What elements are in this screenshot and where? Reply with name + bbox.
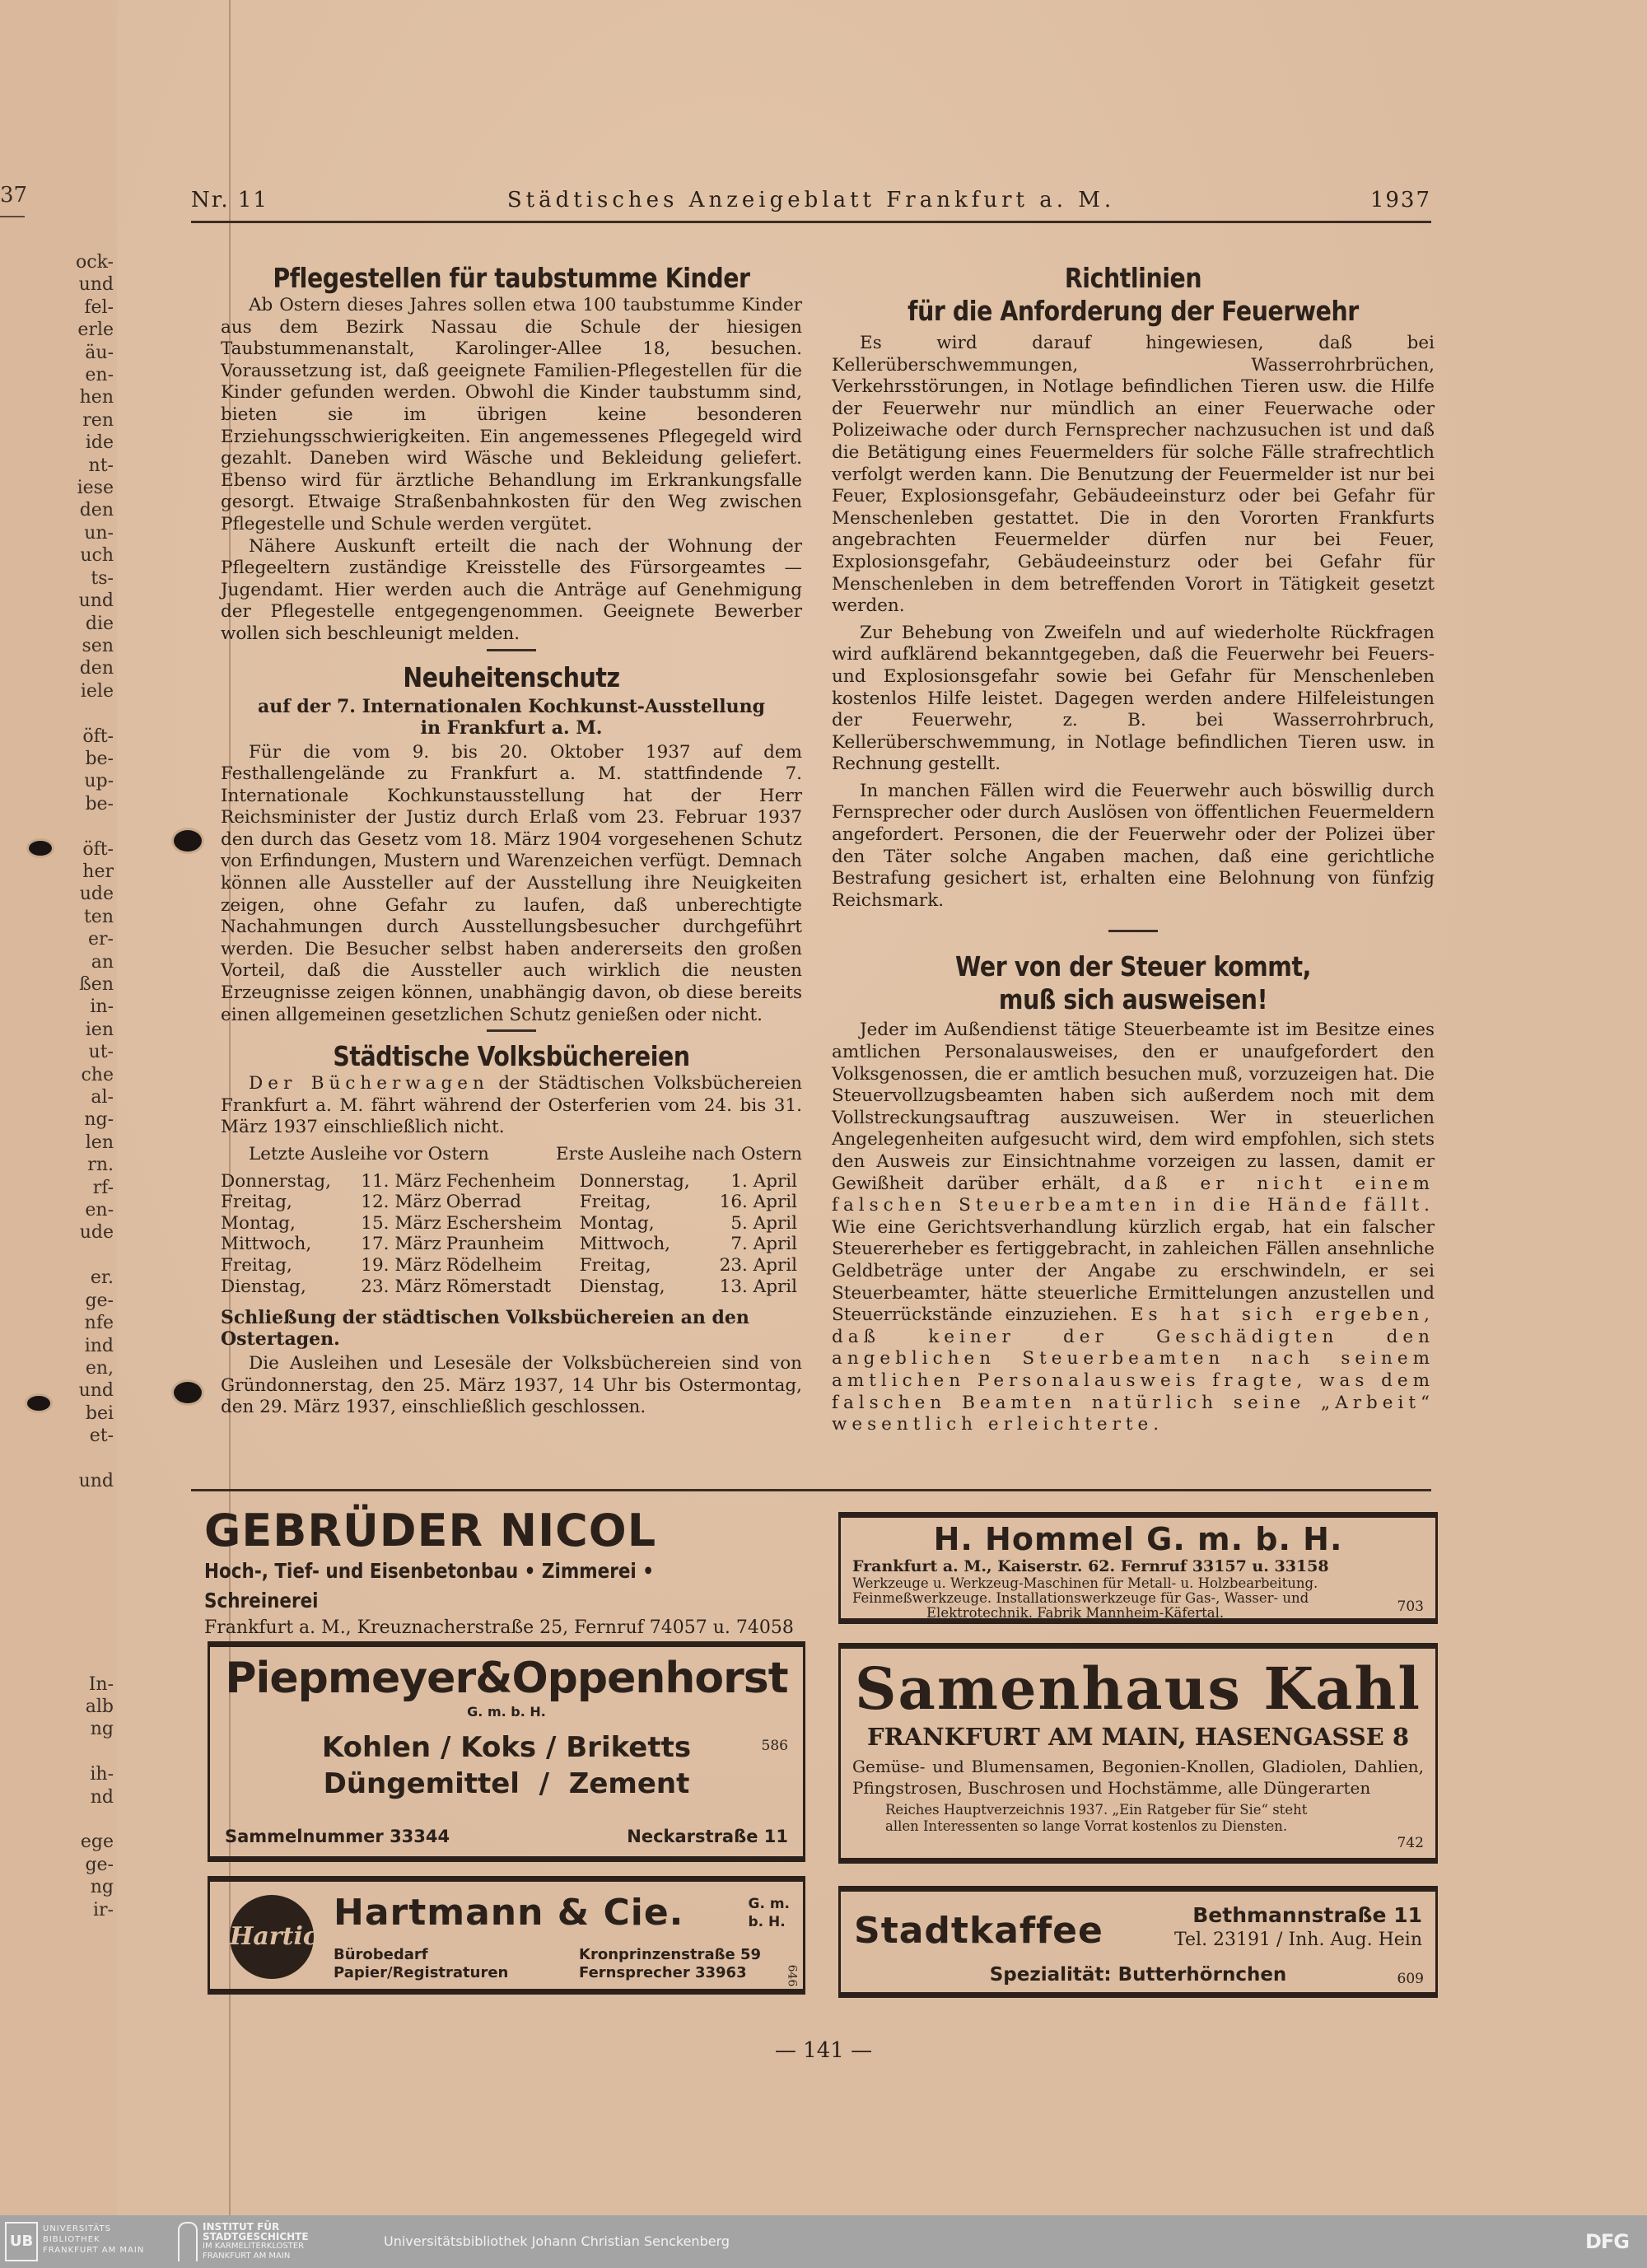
ad-address: Frankfurt a. M., Kreuznacherstraße 25, Fernruf 74057 u. 74058 xyxy=(204,1617,794,1638)
schedule-day-after: Freitag, xyxy=(579,1192,651,1213)
ad-text: Werkzeuge u. Werkzeug-Maschinen für Metall- u. Holzbearbeitung. xyxy=(852,1575,1318,1591)
dfg-logo[interactable]: DFG xyxy=(1584,2230,1629,2253)
previous-page-edge xyxy=(0,0,119,2215)
section-divider xyxy=(487,1029,536,1032)
ad-samenhaus-kahl xyxy=(838,1643,1438,1864)
schedule-date-after: 7. April xyxy=(730,1234,797,1255)
isg-text-line: STADTGESCHICHTE xyxy=(203,2231,309,2242)
article-paragraph: Die Ausleihen und Lesesäle der Volksbüchereien sind von Gründonnerstag, den 25. März 1937, 14 Uhr bis Ostermontag, den 29. März 1937, einschließlich geschlossen. xyxy=(221,1353,802,1418)
article-heading: muß sich ausweisen! xyxy=(998,983,1268,1016)
article-paragraph: Nähere Auskunft erteilt die nach der Wohnung der Pflegeeltern zuständige Kreisstelle des Fürsorgeamtes — Jugendamt. Hier werden auch die Anträge auf Genehmigung der Pflegestelle entgegengenommen. Geeignete Bewerber wollen sich beschleunigt melden. xyxy=(221,535,802,644)
ad-gebrueder-nicol xyxy=(204,1505,810,1638)
schedule-date-after: 5. April xyxy=(730,1212,797,1234)
ad-address: FRANKFURT AM MAIN, HASENGASSE 8 xyxy=(866,1723,1410,1751)
punch-hole xyxy=(26,838,54,858)
ad-products: Kohlen / Koks / Briketts xyxy=(321,1731,692,1764)
schedule-date-before: 12. März xyxy=(361,1192,441,1213)
publication-title: Städtisches Anzeigeblatt Frankfurt a. M. xyxy=(506,188,1116,212)
ad-address xyxy=(579,1946,761,1982)
ub-text-line: FRANKFURT AM MAIN xyxy=(43,2246,145,2255)
ad-specialty: Spezialität: Butterhörnchen xyxy=(989,1964,1287,1986)
ad-hartmann-cie xyxy=(208,1876,805,1995)
article-subheading: auf der 7. Internationalen Kochkunst-Ausstellung xyxy=(257,695,766,717)
ad-address: Frankfurt a. M., Kaiserstr. 62. Fernruf 33157 u. 33158 xyxy=(852,1557,1329,1575)
schedule-day-before: Mittwoch, xyxy=(221,1234,312,1255)
article-paragraph: In manchen Fällen wird die Feuerwehr auch böswillig durch Fernsprecher oder durch Auslösen von öffentlichen Feuermeldern angefordert. Personen, die der Feuerwehr oder der Polizei über den Täter solche Angaben machen, daß eine gerichtliche Bestrafung gesichert ist, erhalten eine Belohnung von fünfzig Reichsmark. xyxy=(832,780,1435,911)
schedule-day-before: Freitag, xyxy=(221,1192,292,1213)
emphasized-text: Der Bücherwagen xyxy=(249,1073,489,1094)
article-paragraph xyxy=(221,1073,802,1139)
address-line: Fernsprecher 33963 xyxy=(579,1964,747,1981)
schedule-date-before: 11. März xyxy=(361,1170,441,1192)
schedule-district: Oberrad xyxy=(446,1192,522,1213)
schedule-day-before: Donnerstag, xyxy=(221,1170,331,1192)
ad-number: 609 xyxy=(1397,1971,1424,1987)
ad-address: Neckarstraße 11 xyxy=(627,1827,788,1846)
ad-company-name: Hartmann & Cie. xyxy=(334,1892,684,1934)
schedule-date-before: 23. März xyxy=(361,1276,441,1297)
previous-page-text-fragments: ock- und fel- erle äu- en- hen ren ide nt- iese den un- uch ts- und die sen den iele öft- be- up- be- öft- her ude ten er- an ßen in- ien ut- che al- ng- len rn. rf- en- ude er. ge- nfe ind en, und bei et- und In- alb ng ih- nd ege ge- ng ir- xyxy=(76,252,114,1920)
schedule-header-right: Erste Ausleihe nach Ostern xyxy=(555,1144,802,1164)
product-line: Bürobedarf xyxy=(334,1946,428,1963)
ad-note: Reiches Hauptverzeichnis 1937. „Ein Ratgeber für Sie“ steht xyxy=(885,1802,1308,1818)
schedule-district: Fechenheim xyxy=(446,1170,556,1192)
article-paragraph: Es wird darauf hingewiesen, daß bei Kellerüberschwemmungen, Wasserrohrbrüchen, Verkehrsstörungen, in Notlage befindlichen Tieren usw. die Hilfe der Feuerwehr nur mündlich an einer Feuerwache oder Polizeiwache oder durch Fernsprecher nachzusuchen ist und daß die Betätigung eines Feuermelders für solche Fälle strafrechtlich verfolgt werden kann. Die Benutzung der Feuermelder ist nur bei Feuer, Explosionsgefahr, Gebäudeeinsturz oder bei Gefahr für Menschenleben gestattet. Die in den Vororten Frankfurts angebrachten Feuermelder dürfen nur bei Feuer, Explosionsgefahr, Gebäudeeinsturz oder bei Gefahr für Menschenleben in dem betreffenden Vorort in Tätigkeit gesetzt werden. xyxy=(832,333,1435,617)
article-heading: für die Anforderung der Feuerwehr xyxy=(907,295,1359,327)
ub-logo-text xyxy=(43,2224,144,2256)
schedule-district: Rödelheim xyxy=(446,1254,543,1276)
paragraph-text: Jeder im Außendienst tätige Steuerbeamte ist im Besitze eines amtlichen Personalausweises, den er unaufgefordert den Volksgenossen, die er amtlich besuchen muß, vorzuzeigen hat. Die Steuervollzugsbeamten haben sich außerdem noch mit dem Vollstreckungsauftrag auszuweisen. Wer in steuerlichen Angelegenheiten aufgesucht wird, dem wird empfohlen, sich stets den Ausweis zur Einsichtnahme vorzeigen zu lassen, damit er Gewißheit darüber erhält, xyxy=(832,1020,1435,1194)
schedule-header-left: Letzte Ausleihe vor Ostern xyxy=(249,1144,489,1164)
article-heading: Städtische Volksbüchereien xyxy=(333,1040,690,1073)
ad-products: Düngemittel / Zement xyxy=(323,1767,690,1800)
emphasized-text: Es hat sich ergeben, daß keiner der Geschädigten den angeblichen Steuerbeamten nach seinem amtlichen Personalausweis fragte, was dem falschen Beamten natürlich seine „Arbeit“ wesentlich erleichterte. xyxy=(832,1304,1435,1435)
ad-stadtkaffee xyxy=(838,1886,1438,1998)
schedule-date-before: 17. März xyxy=(361,1234,441,1255)
digitization-footer xyxy=(0,2215,1647,2268)
isg-text-line: FRANKFURT AM MAIN xyxy=(203,2252,291,2261)
ad-services: Hoch-, Tief- und Eisenbetonbau • Zimmerei • Schreinerei xyxy=(204,1559,655,1612)
ub-logo[interactable]: UB xyxy=(5,2222,38,2261)
ub-text-line: UNIVERSITÄTS xyxy=(43,2224,112,2233)
ad-company-name: H. Hommel G. m. b. H. xyxy=(933,1521,1343,1557)
schedule-row xyxy=(221,1255,802,1276)
paragraph-text: der Städtischen Volksbüchereien Frankfurt a. M. fährt während der Osterferien vom 24. bis 31. März 1937 einschließlich nicht. xyxy=(221,1073,802,1138)
schedule-day-before: Montag, xyxy=(221,1212,296,1234)
ad-hommel xyxy=(838,1512,1438,1624)
section-divider xyxy=(487,649,536,651)
ad-products xyxy=(334,1946,508,1982)
schedule-day-after: Donnerstag, xyxy=(579,1170,690,1192)
schedule-day-after: Dienstag, xyxy=(579,1276,665,1297)
punch-hole xyxy=(25,1393,53,1413)
article-heading: Wer von der Steuer kommt, xyxy=(955,950,1311,983)
schedule-date-after: 23. April xyxy=(719,1254,797,1276)
bookmobile-schedule-table xyxy=(221,1171,802,1298)
ub-text-line: BIBLIOTHEK xyxy=(43,2235,100,2244)
ad-text: Elektrotechnik. Fabrik Mannheim-Käfertal. xyxy=(926,1605,1225,1621)
schedule-row xyxy=(221,1171,802,1192)
ad-number: 586 xyxy=(761,1738,788,1754)
ad-number: 703 xyxy=(1397,1598,1424,1615)
punch-hole xyxy=(171,828,204,854)
schedule-day-after: Mittwoch, xyxy=(579,1234,671,1255)
page-number: — 141 — xyxy=(774,2038,873,2063)
address-line: Kronprinzenstraße 59 xyxy=(579,1946,762,1963)
article-paragraph xyxy=(832,1020,1435,1435)
schedule-day-after: Freitag, xyxy=(579,1254,651,1276)
legal-line: b. H. xyxy=(748,1914,786,1930)
ad-number: 742 xyxy=(1397,1835,1424,1851)
schedule-date-before: 19. März xyxy=(361,1254,441,1276)
ad-address: Bethmannstraße 11 xyxy=(1192,1903,1422,1927)
schedule-row xyxy=(221,1192,802,1213)
previous-page-rule xyxy=(0,216,25,217)
ad-text: Feinmeßwerkzeuge. Installationswerkzeuge für Gas-, Wasser- und xyxy=(852,1590,1309,1606)
closure-heading: Schließung der städtischen Volksbüchereien an den Ostertagen. xyxy=(221,1307,749,1351)
schedule-row xyxy=(221,1213,802,1234)
article-paragraph: Zur Behebung von Zweifeln und auf wiederholte Rückfragen wird aufklärend bekanntgegeben, daß die Feuerwehr bei Feuers- und Explosionsgefahr sowie bei Gefahr für Menschenleben kostenlos Hilfe leistet. Dagegen werden andere Hilfeleistungen der Feuerwehr, z. B. bei Wasserrohrbruch, Kellerüberschwemmung, in Notlage befindlichen Tieren usw. in Rechnung gestellt. xyxy=(832,622,1435,775)
schedule-header xyxy=(221,1144,802,1166)
schedule-date-after: 16. April xyxy=(719,1192,797,1213)
issue-number: Nr. 11 xyxy=(191,188,268,212)
header-rule xyxy=(191,221,1431,223)
schedule-row xyxy=(221,1276,802,1298)
schedule-district: Eschersheim xyxy=(446,1212,562,1234)
library-name-link[interactable]: Universitätsbibliothek Johann Christian Senckenberg xyxy=(384,2233,730,2249)
product-line: Papier/Registraturen xyxy=(334,1964,509,1981)
punch-hole xyxy=(171,1379,204,1406)
ad-company-name: Samenhaus Kahl xyxy=(854,1654,1421,1723)
article-heading: Pflegestellen für taubstumme Kinder xyxy=(273,262,750,294)
ad-legal-form: G. m. b. H. xyxy=(467,1704,546,1720)
ad-note: allen Interessenten so lange Vorrat kostenlos zu Diensten. xyxy=(885,1818,1288,1834)
hartic-logo: Hartic xyxy=(230,1895,314,1979)
isg-text-line: INSTITUT FÜR xyxy=(203,2221,280,2233)
ad-contact: Tel. 23191 / Inh. Aug. Hein xyxy=(1174,1930,1422,1950)
paragraph-text: Wie eine Gerichtsverhandlung kürzlich ergab, hat ein falscher Steuererheber es fertiggebracht, in zahleichen Fällen ansehnliche Geldbeträge unter der Angabe zu erschwindeln, er sei Steuerbeamter, hätte steuerliche Ermittelungen anzustellen und Steuerrückstände einzuziehen. xyxy=(832,1216,1435,1326)
article-paragraph: Für die vom 9. bis 20. Oktober 1937 auf dem Festhallengelände zu Frankfurt a. M. stattfindende 7. Internationale Kochkunstausstellung hat der Herr Reichsminister der Justiz durch Erlaß vom 23. Februar 1937 den durch das Gesetz vom 18. März 1904 vorgesehenen Schutz von Erfindungen, Mustern und Warenzeichen verfügt. Demnach können alle Aussteller auf der Ausstellung ihre Neuigkeiten zeigen, ohne Gefahr zu laufen, daß unberechtigte Nachahmungen durch Ausstellungsbesucher durchgeführt werden. Die Besucher selbst haben andererseits den großen Vorteil, daß die Aussteller auch wirklich die neusten Erzeugnisse zeigen können, unabhängig davon, ob diese bereits einen allgemeinen gesetzlichen Schutz genießen oder nicht. xyxy=(221,741,802,1025)
ad-legal-form xyxy=(748,1895,790,1931)
schedule-date-after: 13. April xyxy=(719,1276,797,1297)
schedule-day-after: Montag, xyxy=(579,1212,655,1234)
ad-products: Gemüse- und Blumensamen, Begonien-Knollen, Gladiolen, Dahlien, Pfingstrosen, Buschrosen und Hochstämme, alle Düngerarten xyxy=(852,1757,1424,1798)
publication-year: 1937 xyxy=(1369,188,1431,212)
isg-logo-icon[interactable] xyxy=(178,2222,198,2261)
ad-piepmeyer-oppenhorst xyxy=(208,1641,805,1862)
schedule-district: Praunheim xyxy=(446,1234,544,1255)
schedule-row xyxy=(221,1234,802,1255)
legal-line: G. m. xyxy=(748,1896,790,1912)
isg-text-line: IM KARMELITERKLOSTER xyxy=(203,2242,305,2251)
schedule-date-after: 1. April xyxy=(730,1170,797,1192)
previous-page-header-fragment: 37 xyxy=(0,183,28,208)
ad-number: 646 xyxy=(785,1964,799,1987)
ad-company-name: GEBRÜDER NICOL xyxy=(204,1505,657,1556)
schedule-district: Römerstadt xyxy=(446,1276,552,1297)
article-subheading: in Frankfurt a. M. xyxy=(420,716,603,739)
article-heading: Neuheitenschutz xyxy=(403,660,620,693)
isg-logo-text xyxy=(203,2222,309,2261)
running-head xyxy=(191,188,1431,221)
column-bottom-rule xyxy=(191,1489,1431,1491)
emphasized-text: daß er nicht einem falschen Steuerbeamten in die Hände fällt. xyxy=(832,1173,1435,1216)
right-column xyxy=(832,262,1435,1436)
schedule-date-before: 15. März xyxy=(361,1212,441,1234)
left-column xyxy=(221,262,802,1419)
article-heading: Richtlinien xyxy=(1064,262,1202,294)
ad-company-name: Stadtkaffee xyxy=(854,1910,1103,1952)
ad-phone: Sammelnummer 33344 xyxy=(225,1827,450,1846)
schedule-day-before: Dienstag, xyxy=(221,1276,306,1297)
ad-company-name: Piepmeyer&Oppenhorst xyxy=(225,1654,788,1703)
schedule-day-before: Freitag, xyxy=(221,1254,292,1276)
section-divider xyxy=(1108,930,1158,932)
article-paragraph: Ab Ostern dieses Jahres sollen etwa 100 taubstumme Kinder aus dem Bezirk Nassau die Schule der hiesigen Taubstummenanstalt, Karolinger-Allee 18, besuchen. Voraussetzung ist, daß geeignete Familien-Pflegestellen für die Kinder gefunden werden. Obwohl die Kinder taubstumm sind, bieten sie im übrigen keine besonderen Erziehungsschwierigkeiten. Ein angemessenes Pflegegeld wird gezahlt. Daneben wird Wäsche und Bekleidung geliefert. Ebenso wird für ärztliche Behandlung im Erkrankungsfalle gesorgt. Etwaige Straßenbahnkosten für den Weg zwischen Pflegestelle und Schule werden vergütet. xyxy=(221,295,802,534)
